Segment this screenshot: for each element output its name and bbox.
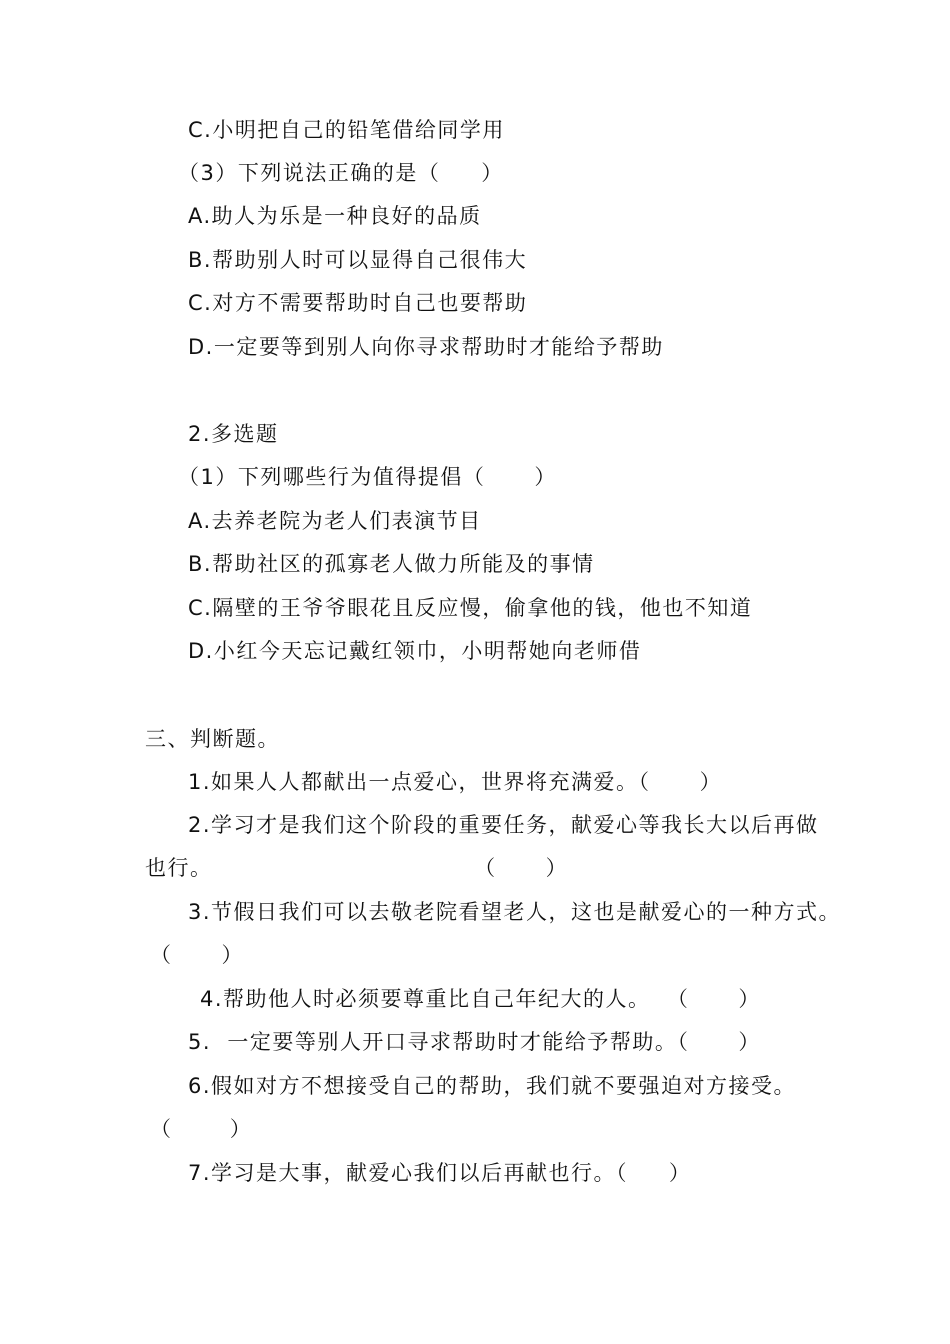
section3-item-7: 7.学习是大事，献爱心我们以后再献也行。（ ） — [188, 1161, 692, 1185]
q2-item1-option-a: A.去养老院为老人们表演节目 — [188, 509, 482, 533]
section3-item-2-line2: 也行。 （ ） — [145, 856, 569, 880]
q2-heading: 2.多选题 — [188, 422, 279, 446]
section3-item-2-line1: 2.学习才是我们这个阶段的重要任务，献爱心等我长大以后再做 — [188, 813, 819, 837]
q1-item2-option-c: C.小明把自己的铅笔借给同学用 — [188, 118, 505, 142]
q2-item1-stem: （1）下列哪些行为值得提倡（ ） — [178, 465, 557, 489]
q1-item3-option-b: B.帮助别人时可以显得自己很伟大 — [188, 248, 528, 272]
q2-item1-option-b: B.帮助社区的孤寡老人做力所能及的事情 — [188, 552, 595, 576]
section3-item-1: 1.如果人人都献出一点爱心，世界将充满爱。（ ） — [188, 770, 723, 794]
q2-item1-option-c: C.隔壁的王爷爷眼花且反应慢，偷拿他的钱，他也不知道 — [188, 596, 753, 620]
q1-item3-stem: （3）下列说法正确的是（ ） — [178, 161, 504, 185]
section3-item-3-line2: （ ） — [150, 943, 245, 967]
section3-heading: 三、判断题。 — [145, 727, 280, 751]
section3-item-5: 5. 一定要等别人开口寻求帮助时才能给予帮助。（ ） — [188, 1030, 761, 1054]
section3-item-3-line1: 3.节假日我们可以去敬老院看望老人，这也是献爱心的一种方式。 — [188, 900, 842, 924]
q1-item3-option-a: A.助人为乐是一种良好的品质 — [188, 204, 482, 228]
q1-item3-option-d: D.一定要等到别人向你寻求帮助时才能给予帮助 — [188, 335, 664, 359]
section3-item-6-line1: 6.假如对方不想接受自己的帮助，我们就不要强迫对方接受。 — [188, 1074, 797, 1098]
q1-item3-option-c: C.对方不需要帮助时自己也要帮助 — [188, 291, 528, 315]
section3-item-4: 4.帮助他人时必须要尊重比自己年纪大的人。 （ ） — [200, 987, 761, 1011]
q2-item1-option-d: D.小红今天忘记戴红领巾，小明帮她向老师借 — [188, 639, 642, 663]
section3-item-6-line2: （ ） — [150, 1117, 253, 1141]
